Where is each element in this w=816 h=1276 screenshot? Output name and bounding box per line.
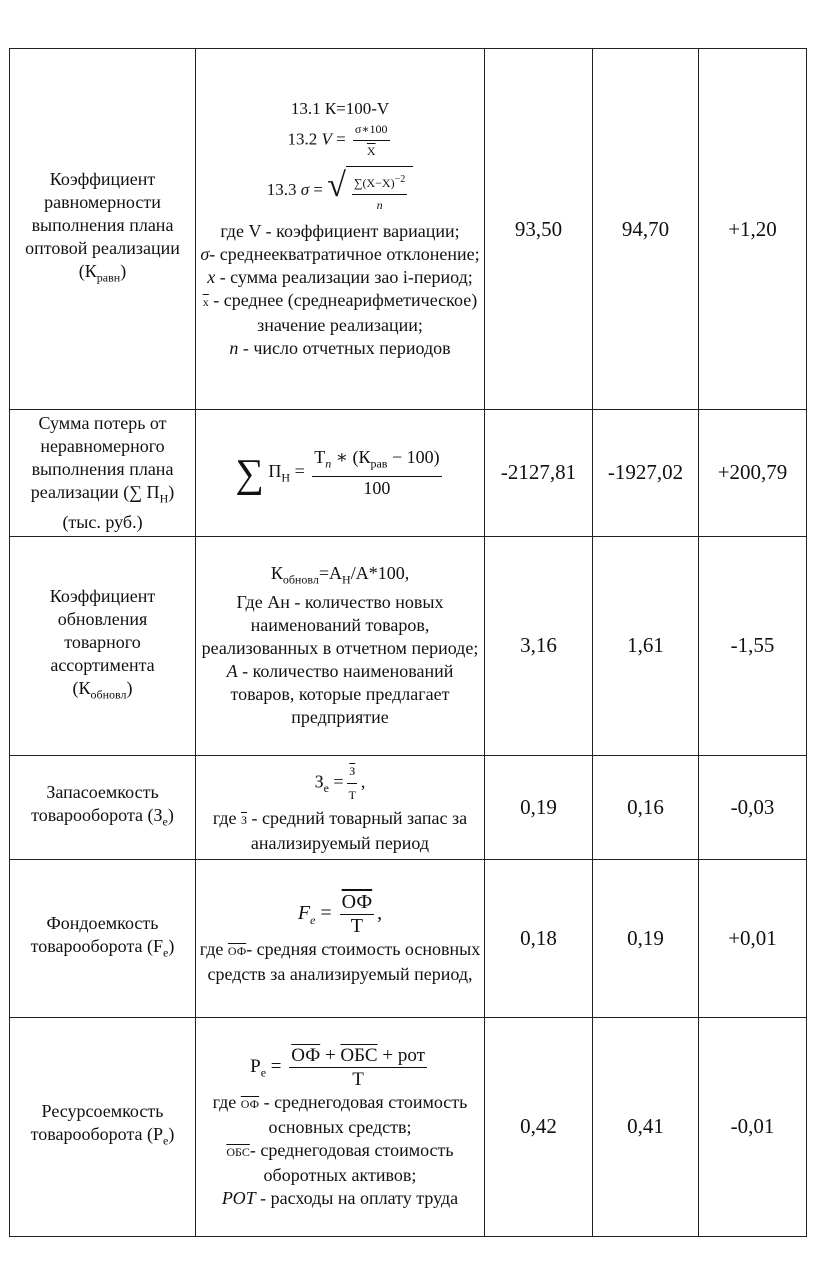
description-text: - количество наименований товаров, которые предлагает предприятие xyxy=(230,661,454,728)
formula-text: = xyxy=(266,1055,287,1077)
value-base: -2127,81 xyxy=(485,410,593,537)
formula-text: /А*100, xyxy=(350,562,410,583)
radicand xyxy=(346,166,413,216)
name-subscript: e xyxy=(163,945,169,960)
square-root xyxy=(327,166,413,216)
name-close: ) xyxy=(167,804,174,825)
description xyxy=(199,660,481,729)
value-base: 0,19 xyxy=(485,755,593,859)
formula-subscript: Н xyxy=(281,470,291,485)
formula-subscript: е xyxy=(260,1065,267,1080)
name-line: Коэффициент xyxy=(49,585,156,606)
name-subscript: равн xyxy=(96,270,121,285)
description xyxy=(199,1091,481,1139)
value-deviation: -1,55 xyxy=(699,536,807,755)
numerator-text: Т xyxy=(314,447,326,467)
table-row xyxy=(10,410,807,537)
fraction xyxy=(353,119,390,162)
formula-text: =А xyxy=(318,562,343,583)
description-text: - число отчетных периодов xyxy=(238,338,451,358)
formula-text: = xyxy=(315,901,337,924)
fraction-denominator: n xyxy=(376,198,383,212)
formula-line xyxy=(199,891,481,938)
description-var: ОБС xyxy=(226,1144,250,1159)
value-report: 0,16 xyxy=(593,755,699,859)
value-report: 0,41 xyxy=(593,1017,699,1236)
name-line: товарного xyxy=(64,631,141,652)
table-row xyxy=(10,49,807,410)
value-deviation: +0,01 xyxy=(699,859,807,1017)
name-line: оптовой реализации xyxy=(25,238,180,259)
name-line: Ресурсоемкость xyxy=(41,1101,164,1122)
value-base: 0,18 xyxy=(485,859,593,1017)
numerator-text: ОБС xyxy=(340,1044,378,1066)
name-close: ) xyxy=(168,482,175,502)
description-text: где xyxy=(212,1091,241,1112)
name-line: товарооборота (F xyxy=(30,935,164,956)
fraction xyxy=(312,446,441,500)
value-report: 1,61 xyxy=(593,536,699,755)
description-text: где xyxy=(199,938,228,959)
description-text: - среднеекватратичное отклонение; xyxy=(209,244,480,264)
formula-text: , xyxy=(360,771,366,792)
name-line: товарооборота (З xyxy=(31,804,163,825)
value-deviation: -0,03 xyxy=(699,755,807,859)
description-var: РОТ xyxy=(221,1187,256,1208)
description-var: x xyxy=(207,267,216,287)
name-line: Коэффициент xyxy=(49,169,156,190)
formula-text: = xyxy=(328,771,344,792)
table-row xyxy=(10,1017,807,1236)
indicator-name xyxy=(10,410,196,537)
formula-cell xyxy=(196,536,485,755)
description-var: n xyxy=(229,338,239,358)
description-text: - среднегодовая стоимость основных средств; xyxy=(259,1091,468,1137)
formula-subscript: е xyxy=(323,780,329,795)
numerator-text: + рот xyxy=(377,1044,425,1066)
formula-cell xyxy=(196,1017,485,1236)
fraction-denominator: Т xyxy=(348,787,356,802)
fraction-numerator: З xyxy=(347,760,357,784)
formula-line xyxy=(199,1044,481,1091)
formula-subscript: обновл xyxy=(282,572,319,587)
numerator-text: + xyxy=(320,1044,341,1066)
indicator-name xyxy=(10,536,196,755)
value-report: 94,70 xyxy=(593,49,699,410)
formula-line xyxy=(199,562,481,592)
name-tail: (тыс. руб.) xyxy=(62,511,143,532)
fraction-denominator: Т xyxy=(352,1068,364,1090)
formula-line xyxy=(199,166,481,216)
formula-var: V xyxy=(321,129,332,149)
value-base: 93,50 xyxy=(485,49,593,410)
name-subscript: Н xyxy=(159,491,169,506)
fraction xyxy=(289,1044,427,1091)
indicator-name xyxy=(10,1017,196,1236)
description xyxy=(199,938,481,986)
table-row xyxy=(10,536,807,755)
numerator-subscript: n xyxy=(325,456,332,471)
table-row xyxy=(10,755,807,859)
formula-cell xyxy=(196,49,485,410)
description-var: З xyxy=(241,812,248,827)
formula-subscript: e xyxy=(310,912,316,927)
description xyxy=(199,266,481,289)
fraction xyxy=(347,760,358,807)
formula-text: К xyxy=(270,562,283,583)
description-text: где xyxy=(212,807,241,828)
fraction-numerator xyxy=(289,1044,427,1068)
name-line: (К xyxy=(78,261,97,282)
name-close: ) xyxy=(120,261,127,282)
description xyxy=(199,289,481,337)
description: Где Ан - количество новых наименований товаров, реализованных в отчетном периоде; xyxy=(201,592,479,659)
name-subscript: е xyxy=(163,1133,169,1148)
value-base: 3,16 xyxy=(485,536,593,755)
formula-text: Р xyxy=(250,1055,261,1077)
description-text: - средний товарный запас за анализируемый период xyxy=(247,807,468,853)
value-base: 0,42 xyxy=(485,1017,593,1236)
name-line: Запасоемкость xyxy=(46,781,159,802)
name-subscript: обновл xyxy=(90,687,127,702)
description-var: σ xyxy=(200,244,210,264)
description-text: - среднее (среднеарифметическое) значение реализации; xyxy=(208,290,478,335)
name-line: товарооборота (Р xyxy=(30,1124,164,1145)
indicator-name xyxy=(10,49,196,410)
description xyxy=(199,1187,481,1210)
formula-cell xyxy=(196,755,485,859)
description xyxy=(199,807,481,855)
formula-text: 13.1 К=100-V xyxy=(290,99,390,118)
fraction-denominator: X xyxy=(366,144,376,158)
formula-text: 13.2 xyxy=(287,129,322,149)
description-var: ОФ xyxy=(227,943,247,958)
formula-cell xyxy=(196,859,485,1017)
value-deviation: +1,20 xyxy=(699,49,807,410)
name-line: обновления xyxy=(57,608,148,629)
formula-text: , xyxy=(377,901,383,924)
name-line: выполнения плана xyxy=(31,215,174,236)
sum-icon: ∑ xyxy=(235,450,264,496)
indicator-name xyxy=(10,755,196,859)
name-close: ) xyxy=(126,677,133,698)
radical-sign-icon: √ xyxy=(327,167,346,204)
description-text: - среднегодовая стоимость оборотных активов; xyxy=(249,1139,454,1185)
formula-line xyxy=(199,119,481,162)
indicator-name xyxy=(10,859,196,1017)
description-var: А xyxy=(226,661,238,682)
name-line: (К xyxy=(72,677,91,698)
fraction-numerator: σ∗100 xyxy=(353,119,390,141)
formula-var: σ xyxy=(300,179,310,199)
value-report: -1927,02 xyxy=(593,410,699,537)
formula-text: З xyxy=(314,771,324,792)
numerator-text: − 100) xyxy=(387,447,440,467)
name-line: Фондоемкость xyxy=(46,912,159,933)
formula-text: = xyxy=(331,129,350,149)
table-row xyxy=(10,859,807,1017)
indicators-table xyxy=(9,48,807,1237)
value-report: 0,19 xyxy=(593,859,699,1017)
name-line: равномерности xyxy=(44,192,161,213)
formula-line xyxy=(199,98,481,119)
description xyxy=(199,1139,481,1187)
fraction-numerator xyxy=(352,169,407,195)
description: где V - коэффициент вариации; xyxy=(220,221,460,241)
description-text: - расходы на оплату труда xyxy=(255,1187,459,1208)
formula-text: П xyxy=(268,460,282,481)
name-text: Сумма потерь от неравномерного выполнения плана реализации (∑ П xyxy=(30,413,174,502)
fraction-denominator: 100 xyxy=(363,477,391,498)
numerator-subscript: рав xyxy=(370,456,388,471)
numerator-text: ∑(X−X) xyxy=(353,176,395,190)
name-line: ассортимента xyxy=(50,654,155,675)
name-subscript: е xyxy=(162,814,168,829)
fraction xyxy=(352,169,407,216)
formula-text: = xyxy=(309,179,328,199)
fraction-numerator xyxy=(312,446,441,477)
fraction xyxy=(340,891,375,938)
formula-text: 13.3 xyxy=(266,179,301,199)
description xyxy=(199,337,481,360)
name-close: ) xyxy=(168,935,175,956)
value-deviation: -0,01 xyxy=(699,1017,807,1236)
fraction-denominator: Т xyxy=(350,914,364,937)
formula-line xyxy=(199,760,481,807)
formula-text: = xyxy=(290,460,310,481)
numerator-text: ОФ xyxy=(291,1044,321,1066)
formula-subscript: Н xyxy=(342,572,351,587)
value-deviation: +200,79 xyxy=(699,410,807,537)
description xyxy=(199,243,481,266)
description-var: $\overline{x}$ xyxy=(202,295,209,309)
power: −2 xyxy=(394,174,406,185)
fraction-numerator: ОФ xyxy=(341,890,373,913)
description-text: - сумма реализации зао i-период; xyxy=(215,267,473,287)
description-text: - средняя стоимость основных средств за анализируемый период, xyxy=(207,938,481,984)
formula-cell xyxy=(196,410,485,537)
description-var: ОФ xyxy=(240,1096,260,1111)
numerator-text: ∗ (К xyxy=(331,447,371,467)
formula-var: F xyxy=(297,901,311,924)
name-close: ) xyxy=(168,1124,175,1145)
